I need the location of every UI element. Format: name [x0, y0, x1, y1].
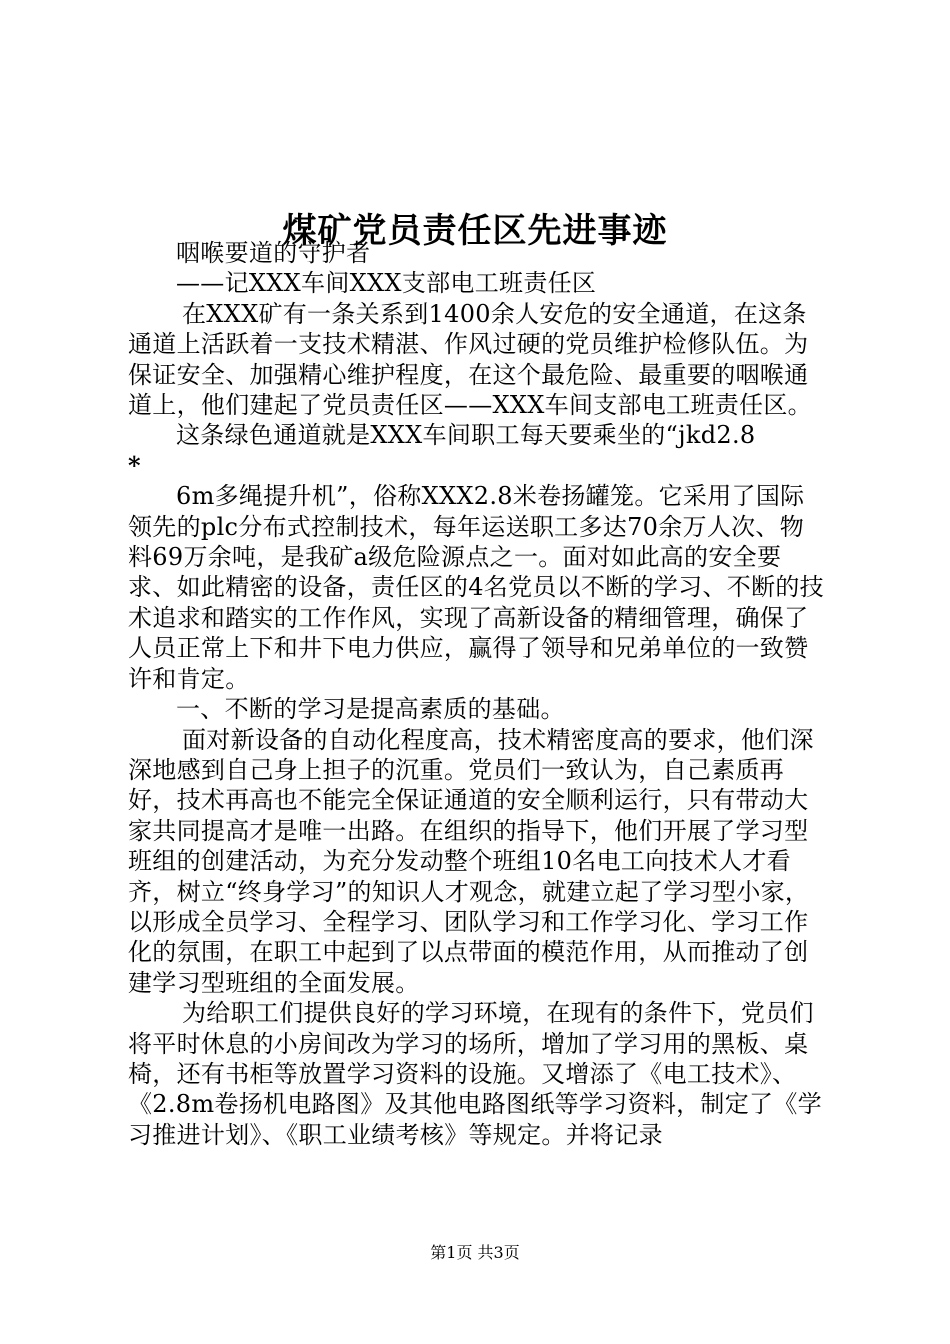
subtitle-line: 咽喉要道的守护者 — [176, 239, 371, 267]
page-number-footer: 第1页 共3页 — [430, 1243, 520, 1262]
body-paragraph-hoist: 6m多绳提升机”，俗称XXX2.8米卷扬罐笼。它采用了国际领先的plc分布式控制技术，每年运送职工多达70余万人次、物料69万余吨，是我矿a级危险源点之一。面对如此高的安全要求、如此精密的设备，责任区的4名党员以不断的学习、不断的技术追求和踏实的工作作风，实现了高新设备的精细管理，确保了人员正常上下和井下电力供应，赢得了领导和兄弟单位的一致赞许和肯定。 — [128, 482, 824, 693]
body-paragraph-learning: 面对新设备的自动化程度高，技术精密度高的要求，他们深深地感到自己身上担子的沉重。党员们一致认为，自己素质再好，技术再高也不能完全保证通道的安全顺利运行，只有带动大家共同提高才是唯一出路。在组织的指导下，他们开展了学习型班组的创建活动，为充分发动整个班组10名电工向技术人才看齐，树立“终身学习”的知识人才观念，就建立起了学习型小家，以形成全员学习、全程学习、团队学习和工作学习化、学习工作化的氛围，在职工中起到了以点带面的模范作用，从而推动了创建学习型班组的全面发展。 — [128, 725, 814, 997]
byline: ——记XXX车间XXX支部电工班责任区 — [176, 269, 597, 298]
body-paragraph-environment: 为给职工们提供良好的学习环境，在现有的条件下，党员们将平时休息的小房间改为学习的场所，增加了学习用的黑板、桌椅，还有书柜等放置学习资料的设施。又增添了《电工技术》、《2.8m卷扬机电路图》及其他电路图纸等学习资料，制定了《学习推进计划》、《职工业绩考核》等规定。并将记录 — [128, 999, 822, 1149]
body-paragraph-intro: 在XXX矿有一条关系到1400余人安危的安全通道，在这条通道上活跃着一支技术精湛、作风过硬的党员维护检修队伍。为保证安全、加强精心维护程度，在这个最危险、最重要的咽喉通道上，他们建起了党员责任区——XXX车间支部电工班责任区。 — [128, 299, 812, 420]
body-paragraph-channel: 这条绿色通道就是XXX车间职工每天要乘坐的“jkd2.8 — [176, 421, 756, 450]
document-title: 煤矿党员责任区先进事迹 — [282, 210, 668, 251]
asterisk-line: * — [128, 450, 141, 480]
document-body — [128, 238, 828, 1150]
section-heading-1: 一、不断的学习是提高素质的基础。 — [176, 695, 565, 724]
